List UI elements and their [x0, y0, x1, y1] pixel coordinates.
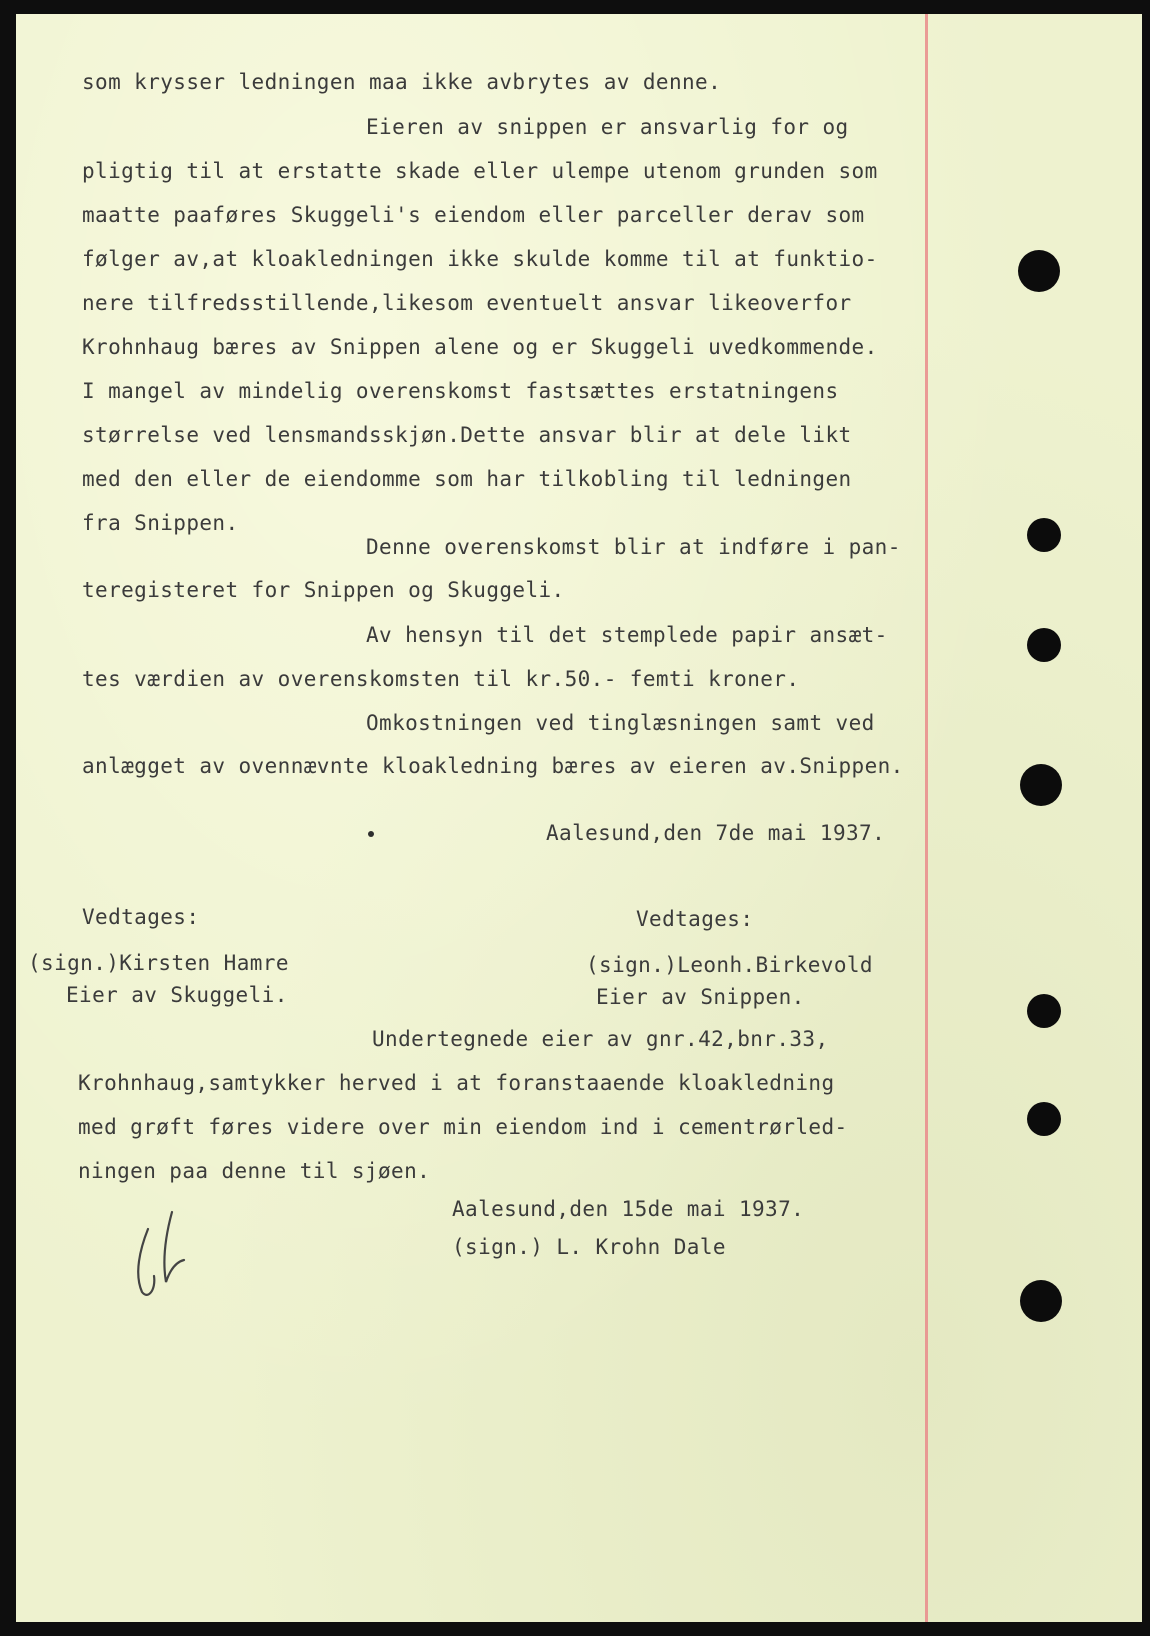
text-line-9: størrelse ved lensmandsskjøn.Dette ansvar blir at dele likt [82, 423, 852, 447]
text-line-5: følger av,at kloakledningen ikke skulde komme til at funktio- [82, 247, 878, 271]
text-line-7: Krohnhaug bæres av Snippen alene og er Skuggeli uvedkommende. [82, 335, 878, 359]
right-sign-role: Eier av Snippen. [596, 985, 805, 1009]
right-sign-name: (sign.)Leonh.Birkevold [586, 953, 873, 977]
text-line-4: maatte paaføres Skuggeli's eiendom eller parceller derav som [82, 203, 865, 227]
text-line-12: Denne overenskomst blir at indføre i pan- [366, 535, 901, 559]
text-line-6: nere tilfredsstillende,likesom eventuelt ansvar likeoverfor [82, 291, 852, 315]
text-line-10: med den eller de eiendomme som har tilkobling til ledningen [82, 467, 852, 491]
text-line-2: Eieren av snippen er ansvarlig for og [366, 115, 849, 139]
final-signature: (sign.) L. Krohn Dale [452, 1235, 726, 1259]
document-page [16, 14, 1142, 1622]
consent-line-3: med grøft føres videre over min eiendom ind i cementrørled- [78, 1115, 848, 1139]
place-date-1: Aalesund,den 7de mai 1937. [546, 821, 886, 845]
red-margin-line [925, 14, 928, 1622]
text-line-1: som krysser ledningen maa ikke avbrytes av denne. [82, 70, 722, 94]
text-line-11: fra Snippen. [82, 511, 239, 535]
binding-hole-5 [1027, 994, 1061, 1028]
text-line-17: anlægget av ovennævnte kloakledning bæres av eieren av.Snippen. [82, 754, 904, 778]
binding-hole-6 [1027, 1102, 1061, 1136]
text-line-15: tes værdien av overenskomsten til kr.50.- femti kroner. [82, 667, 800, 691]
consent-line-1: Undertegnede eier av gnr.42,bnr.33, [372, 1027, 829, 1051]
handwritten-initials-mark [126, 1204, 216, 1304]
ink-dot [368, 831, 374, 837]
text-line-14: Av hensyn til det stemplede papir ansæt- [366, 623, 888, 647]
text-line-8: I mangel av mindelig overenskomst fastsættes erstatningens [82, 379, 839, 403]
binding-hole-1 [1018, 250, 1060, 292]
place-date-2: Aalesund,den 15de mai 1937. [452, 1197, 805, 1221]
text-line-16: Omkostningen ved tinglæsningen samt ved [366, 711, 875, 735]
binding-hole-2 [1027, 518, 1061, 552]
text-line-13: teregisteret for Snippen og Skuggeli. [82, 578, 565, 602]
binding-hole-7 [1020, 1280, 1062, 1322]
text-line-3: pligtig til at erstatte skade eller ulempe utenom grunden som [82, 159, 878, 183]
right-sign-heading: Vedtages: [636, 907, 754, 931]
consent-line-4: ningen paa denne til sjøen. [78, 1159, 431, 1183]
binding-hole-3 [1027, 628, 1061, 662]
left-sign-name: (sign.)Kirsten Hamre [28, 951, 289, 975]
left-sign-role: Eier av Skuggeli. [66, 983, 288, 1007]
left-sign-heading: Vedtages: [82, 905, 200, 929]
consent-line-2: Krohnhaug,samtykker herved i at foranstaaende kloakledning [78, 1071, 835, 1095]
binding-hole-4 [1020, 764, 1062, 806]
